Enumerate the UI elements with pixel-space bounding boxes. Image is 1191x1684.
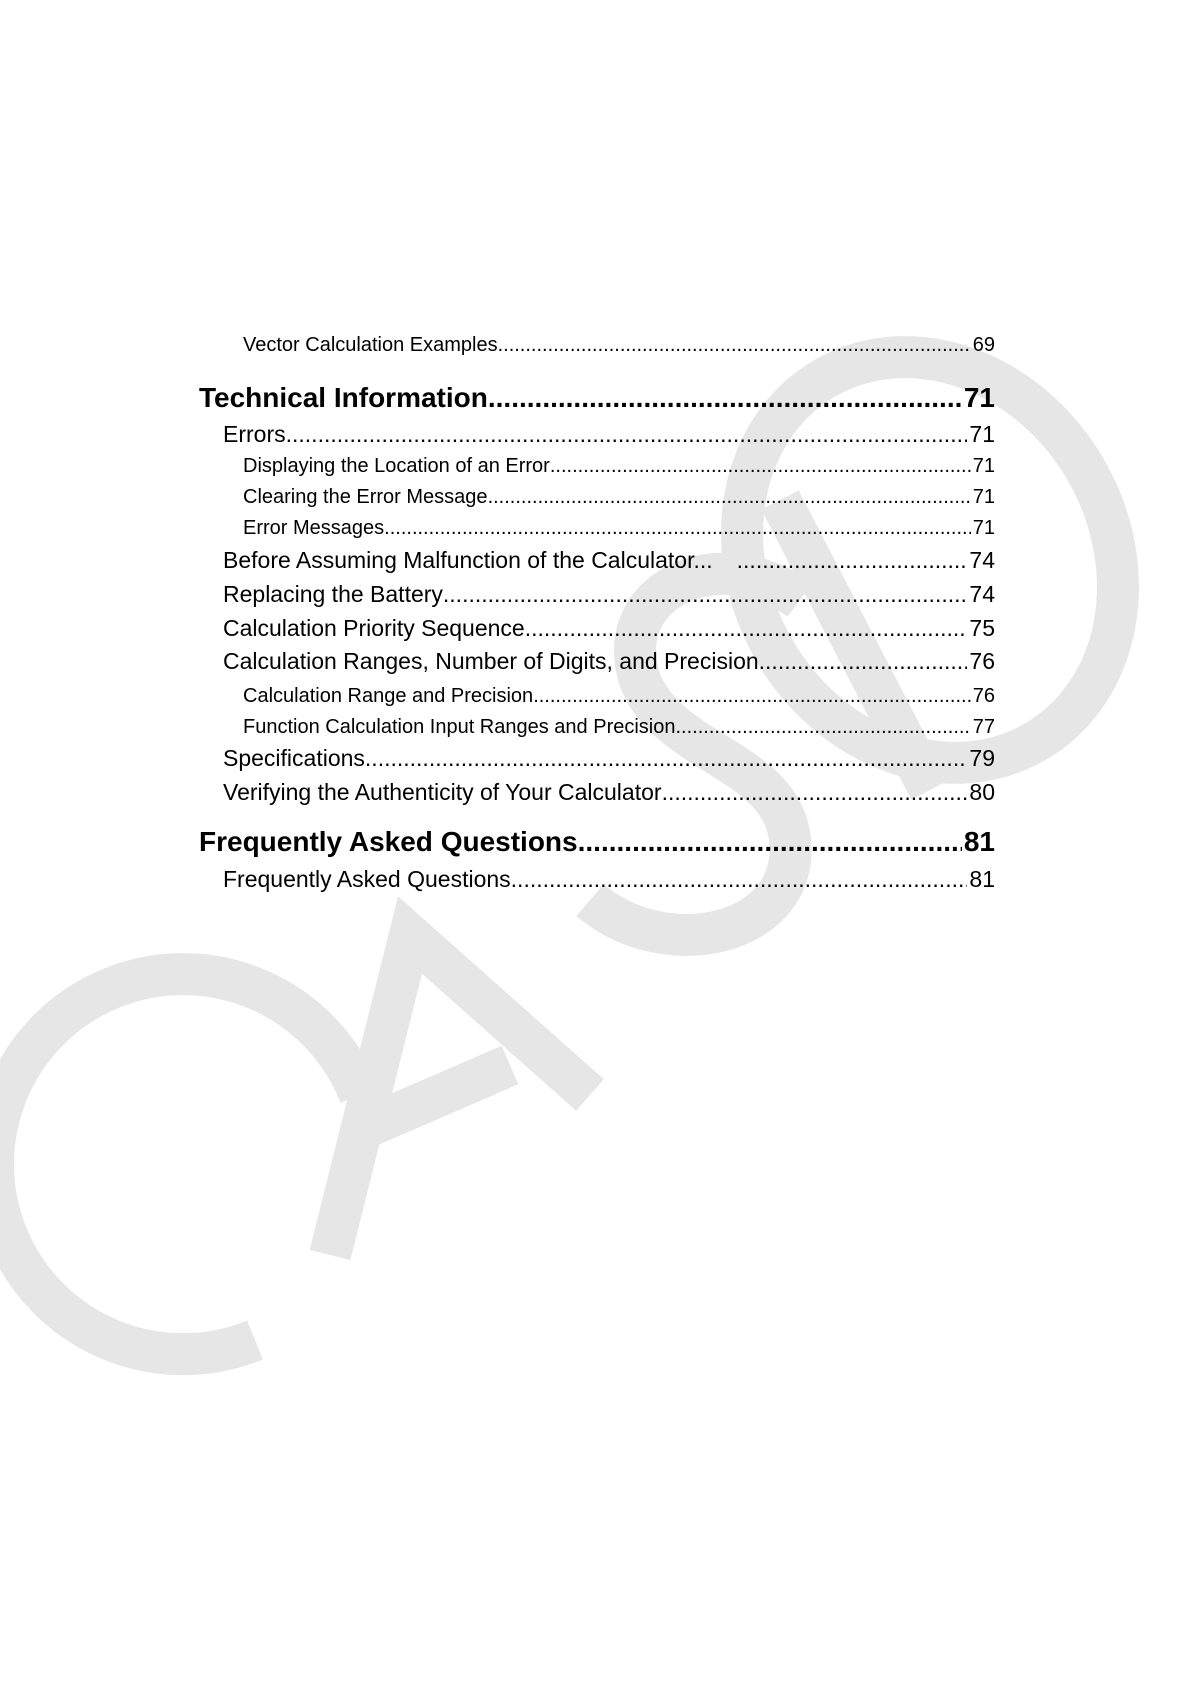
toc-entry-title: Error Messages — [243, 517, 385, 539]
toc-entry-page: 77 — [972, 716, 995, 738]
dot-leader — [578, 826, 962, 858]
toc-entry-title: Frequently Asked Questions — [223, 866, 511, 892]
toc-entry-page: 71 — [972, 455, 995, 477]
toc-entry-faq[interactable] — [223, 866, 995, 893]
dot-leader — [675, 716, 970, 739]
toc-section-title: Frequently Asked Questions — [199, 826, 578, 857]
toc-entry-title: Displaying the Location of an Error — [243, 455, 550, 477]
toc-entry-page: 71 — [963, 382, 995, 413]
toc-entry-page: 74 — [969, 547, 995, 573]
toc-entry-clearing-error-message[interactable] — [243, 486, 995, 509]
toc-entry-vector-calculation-examples[interactable] — [243, 334, 995, 357]
dot-leader — [511, 866, 968, 893]
toc-entry-function-input-ranges[interactable] — [243, 716, 995, 739]
toc-entry-page: 76 — [969, 648, 995, 674]
toc-entry-page: 80 — [969, 779, 995, 805]
toc-entry-page: 75 — [969, 615, 995, 641]
toc-entry-errors[interactable] — [223, 421, 995, 448]
toc-entry-page: 76 — [972, 685, 995, 707]
dot-leader — [365, 745, 967, 772]
toc-entry-calculation-priority-sequence[interactable] — [223, 615, 995, 642]
dot-leader — [286, 421, 968, 448]
dot-leader — [384, 517, 971, 540]
dot-leader — [759, 648, 968, 675]
toc-entry-page: 71 — [972, 517, 995, 539]
toc-section-title: Technical Information — [199, 382, 488, 413]
toc-entry-page: 69 — [972, 334, 995, 356]
dot-leader — [488, 486, 971, 509]
toc-entry-verifying-authenticity[interactable] — [223, 779, 995, 806]
toc-entry-page: 74 — [969, 581, 995, 607]
toc-entry-title: Replacing the Battery — [223, 581, 443, 607]
toc-entry-specifications[interactable] — [223, 745, 995, 772]
toc-entry-title: Before Assuming Malfunction of the Calculator... — [223, 547, 713, 573]
toc-entry-technical-information[interactable] — [199, 382, 995, 414]
toc-entry-page: 79 — [969, 745, 995, 771]
dot-leader — [662, 779, 968, 806]
toc-entry-title: Calculation Ranges, Number of Digits, and Precision — [223, 648, 759, 674]
toc-entry-calculation-range-precision[interactable] — [243, 685, 995, 708]
toc-entry-displaying-error-location[interactable] — [243, 455, 995, 478]
toc-entry-page: 71 — [969, 421, 995, 447]
dot-leader — [525, 615, 968, 642]
dot-leader — [737, 547, 968, 574]
toc-entry-title: Calculation Priority Sequence — [223, 615, 525, 641]
dot-leader — [533, 685, 971, 708]
toc-entry-calculation-ranges[interactable] — [223, 648, 995, 675]
toc-entry-faq-section[interactable] — [199, 826, 995, 858]
dot-leader — [488, 382, 962, 414]
toc-entry-title: Specifications — [223, 745, 365, 771]
toc-entry-replacing-battery[interactable] — [223, 581, 995, 608]
toc-entry-page: 71 — [972, 486, 995, 508]
toc-entry-title: Errors — [223, 421, 286, 447]
toc-entry-title: Verifying the Authenticity of Your Calculator — [223, 779, 662, 805]
dot-leader — [498, 334, 971, 357]
toc-entry-title: Clearing the Error Message — [243, 486, 488, 508]
toc-entry-page: 81 — [963, 826, 995, 857]
toc-entry-title: Vector Calculation Examples — [243, 334, 498, 356]
toc-entry-page: 81 — [969, 866, 995, 892]
dot-leader — [443, 581, 968, 608]
toc-entry-title: Function Calculation Input Ranges and Precision — [243, 716, 676, 738]
toc-entry-error-messages[interactable] — [243, 517, 995, 540]
toc-entry-before-assuming-malfunction[interactable] — [223, 547, 995, 574]
dot-leader — [550, 455, 971, 478]
toc-entry-title: Calculation Range and Precision — [243, 685, 534, 707]
